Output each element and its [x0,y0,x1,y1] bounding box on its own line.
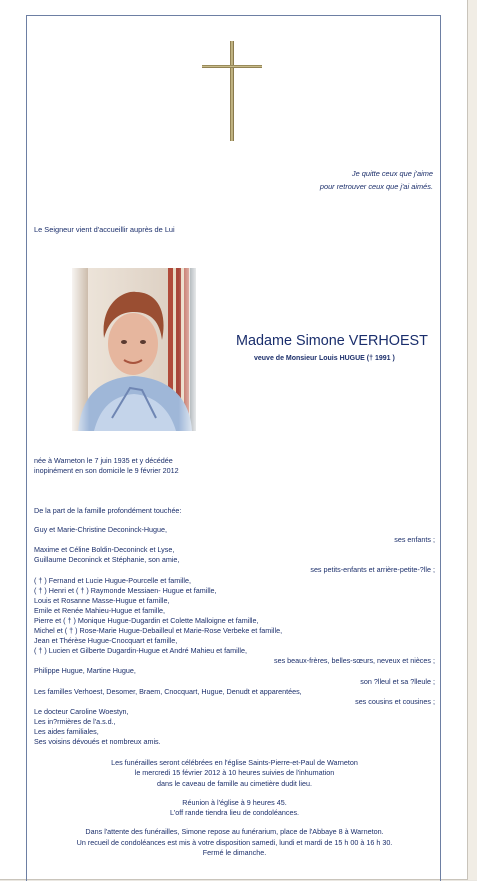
background-strip [467,0,477,880]
intro-text: Le Seigneur vient d'accueillir auprès de Lui [34,225,175,234]
family-relation: ses enfants ; [394,535,435,545]
family-member: Ses voisins dévoués et nombreux amis. [34,737,161,747]
funeral-line: Réunion à l'église à 9 heures 45. [182,797,287,807]
family-member: ( † ) Henri et ( † ) Raymonde Messiaen- Hugue et famille, [34,585,217,595]
funeral-info [34,758,435,858]
family-member: Les familles Verhoest, Desomer, Braem, Cnocquart, Hugue, Denudt et apparentées, [34,686,302,696]
family-member: Michel et ( † ) Rose-Marie Hugue-Debailleul et Marie-Rose Verbeke et famille, [34,626,283,636]
family-member: Les in?rmières de l'a.s.d., [34,716,116,726]
family-member: Jean et Thérèse Hugue-Cnocquart et famille, [34,636,178,646]
poem-line: pour retrouver ceux que j'ai aimés. [319,181,433,191]
family-member: Guy et Marie-Christine Deconinck-Hugue, [34,525,168,535]
family-relation: ses beaux-frères, belles-sœurs, neveux et nièces ; [274,656,435,666]
birth-line: née à Warneton le 7 juin 1935 et y décédée [34,456,173,465]
poem-line: Je quitte ceux que j'aime [351,169,433,178]
family-member: Pierre et ( † ) Monique Hugue-Dugardin et Colette Malloigne et famille, [34,615,259,625]
funeral-line: Fermé le dimanche. [202,848,267,858]
family-lines [34,525,435,747]
family-member: ( † ) Lucien et Gilberte Dugardin-Hugue et André Mahieu et famille, [34,646,247,656]
family-list [34,506,435,747]
family-member: Le docteur Caroline Woestyn, [34,706,129,716]
family-member: ( † ) Fernand et Lucie Hugue-Pourcelle et famille, [34,575,192,585]
card-border [26,15,441,881]
family-member: Maxime et Céline Boldin-Deconinck et Lyse, [34,545,175,555]
family-relation: ses petits-enfants et arrière-petite-?lle ; [310,565,435,575]
family-member: Guillaume Deconinck et Stéphanie, son amie, [34,555,180,565]
funeral-paragraph [34,758,435,789]
funeral-line: Les funérailles seront célébrées en l'église Saints-Pierre-et-Paul de Warneton [111,758,358,767]
spouse-line: veuve de Monsieur Louis HUGUE († 1991 ) [254,355,395,362]
family-intro: De la part de la famille profondément touchée: [34,506,182,515]
funeral-paragraph [34,798,435,819]
family-member: Les aides familiales, [34,726,99,736]
birth-death-info [34,456,179,476]
funeral-line: Dans l'attente des funérailles, Simone repose au funérarium, place de l'Abbaye 8 à Warneton. [85,827,384,837]
funeral-line: L'off rande tiendra lieu de condoléances. [169,808,300,818]
death-line: inopinément en son domicile le 9 février 2012 [34,466,179,475]
funeral-line: le mercredi 15 février 2012 à 10 heures suivies de l'inhumation [134,768,335,778]
family-member: Louis et Rosanne Masse-Hugue et famille, [34,595,170,605]
family-member: Philippe Hugue, Martine Hugue, [34,666,136,676]
poem [320,168,433,193]
funeral-paragraph [34,827,435,858]
portrait-photo [72,268,196,431]
deceased-name: Madame Simone VERHOEST [236,333,428,349]
family-relation: ses cousins et cousines ; [355,696,435,706]
family-member: Emile et Renée Mahieu-Hugue et famille, [34,605,166,615]
cross-icon [201,40,263,142]
funeral-line: dans le caveau de famille au cimetière dudit lieu. [156,778,313,788]
funeral-line: Un recueil de condoléances est mis à votre disposition samedi, lundi et mardi de 15 h 00 à 16 h 30. [76,837,393,847]
family-relation: son ?lleul et sa ?lleule ; [360,676,435,686]
